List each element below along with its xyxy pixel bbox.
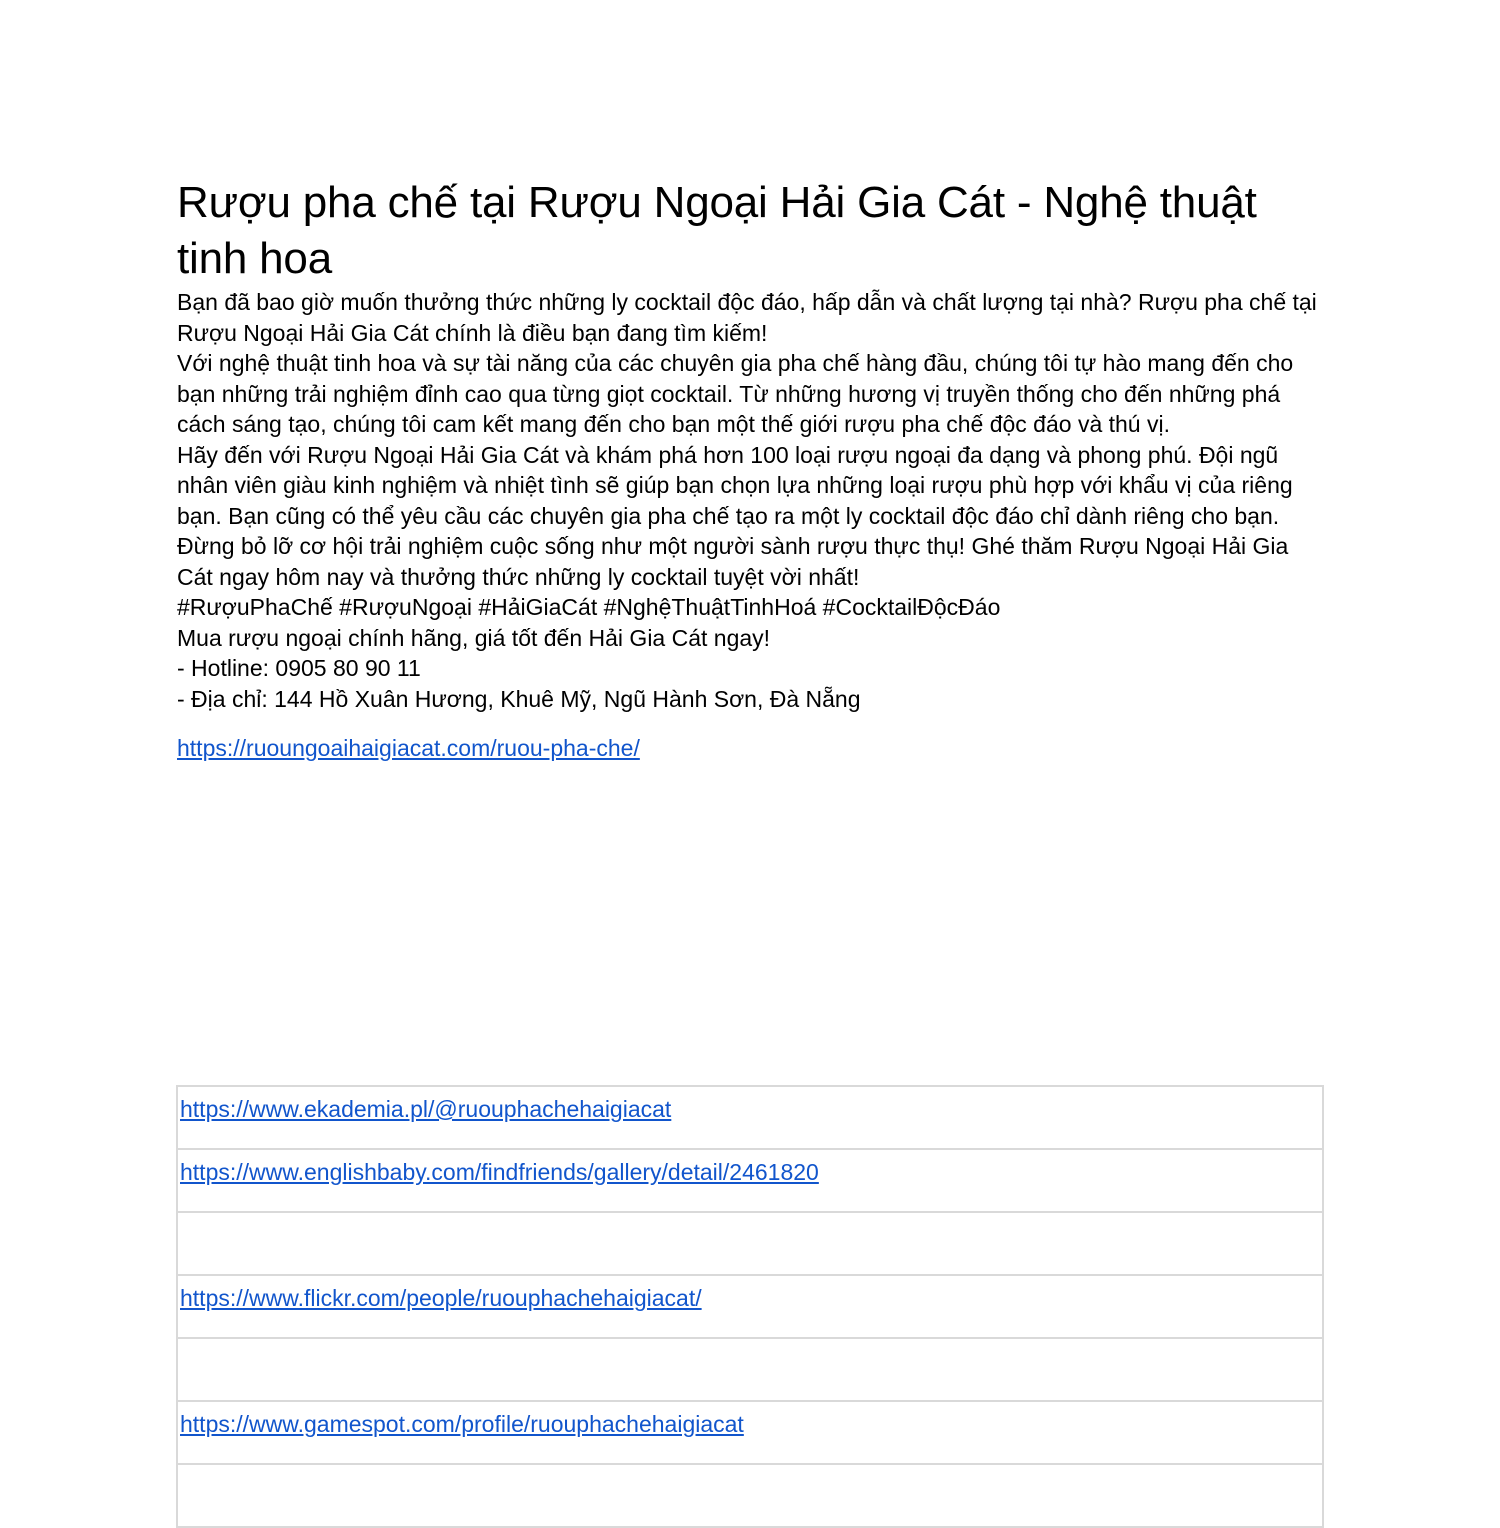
englishbaby-link[interactable]: https://www.englishbaby.com/findfriends/gallery/detail/2461820 bbox=[180, 1159, 819, 1185]
table-cell bbox=[177, 1149, 1323, 1212]
gamespot-link[interactable]: https://www.gamespot.com/profile/ruouphachehaigiacat bbox=[180, 1411, 744, 1437]
paragraph-visit: Hãy đến với Rượu Ngoại Hải Gia Cát và khám phá hơn 100 loại rượu ngoại đa dạng và phong phú. Đội ngũ nhân viên giàu kinh nghiệm và nhiệt tình sẽ giúp bạn chọn lựa những loại rượu phù hợp với khẩu vị của riêng bạn. Bạn cũng có thể yêu cầu các chuyên gia pha chế tạo ra một ly cocktail độc đáo chỉ dành riêng cho bạn. bbox=[177, 441, 1293, 529]
document-title: Rượu pha chế tại Rượu Ngoại Hải Gia Cát - Nghệ thuật tinh hoa bbox=[177, 178, 1257, 283]
paragraph-hashtags: #RượuPhaChế #RượuNgoại #HảiGiaCát #NghệThuậtTinhHoá #CocktailĐộcĐáo bbox=[177, 594, 1001, 620]
table-cell-empty bbox=[177, 1212, 1323, 1275]
address-text: - Địa chỉ: 144 Hồ Xuân Hương, Khuê Mỹ, Ngũ Hành Sơn, Đà Nẵng bbox=[177, 685, 861, 712]
table-row bbox=[177, 1275, 1323, 1338]
table-cell bbox=[177, 1086, 1323, 1149]
document-body bbox=[177, 175, 1327, 763]
table-cell-empty bbox=[177, 1464, 1323, 1527]
table-cell bbox=[177, 1401, 1323, 1464]
paragraph-cta: Đừng bỏ lỡ cơ hội trải nghiệm cuộc sống như một người sành rượu thực thụ! Ghé thăm Rượu Ngoại Hải Gia Cát ngay hôm nay và thưởng thức những ly cocktail tuyệt vời nhất! bbox=[177, 533, 1289, 590]
table-row bbox=[177, 1212, 1323, 1275]
paragraph-intro: Bạn đã bao giờ muốn thưởng thức những ly cocktail độc đáo, hấp dẫn và chất lượng tại nhà? Rượu pha chế tại Rượu Ngoại Hải Gia Cát chính là điều bạn đang tìm kiếm! bbox=[177, 289, 1317, 346]
table-row bbox=[177, 1338, 1323, 1401]
flickr-link[interactable]: https://www.flickr.com/people/ruouphachehaigiacat/ bbox=[180, 1285, 702, 1311]
main-link[interactable]: https://ruoungoaihaigiacat.com/ruou-pha-che/ bbox=[177, 735, 640, 761]
links-table bbox=[176, 1085, 1324, 1528]
ekademia-link[interactable]: https://www.ekademia.pl/@ruouphachehaigiacat bbox=[180, 1096, 672, 1122]
table-row bbox=[177, 1401, 1323, 1464]
paragraph-buy: Mua rượu ngoại chính hãng, giá tốt đến Hải Gia Cát ngay! bbox=[177, 624, 771, 651]
table-row bbox=[177, 1464, 1323, 1527]
paragraph-art: Với nghệ thuật tinh hoa và sự tài năng của các chuyên gia pha chế hàng đầu, chúng tôi tự hào mang đến cho bạn những trải nghiệm đỉnh cao qua từng giọt cocktail. Từ những hương vị truyền thống cho đến những phá cách sáng tạo, chúng tôi cam kết mang đến cho bạn một thế giới rượu pha chế độc đáo và thú vị. bbox=[177, 350, 1294, 437]
table-cell-empty bbox=[177, 1338, 1323, 1401]
table-row bbox=[177, 1086, 1323, 1149]
table-row bbox=[177, 1149, 1323, 1212]
table-cell bbox=[177, 1275, 1323, 1338]
hotline-text: - Hotline: 0905 80 90 11 bbox=[177, 655, 421, 681]
